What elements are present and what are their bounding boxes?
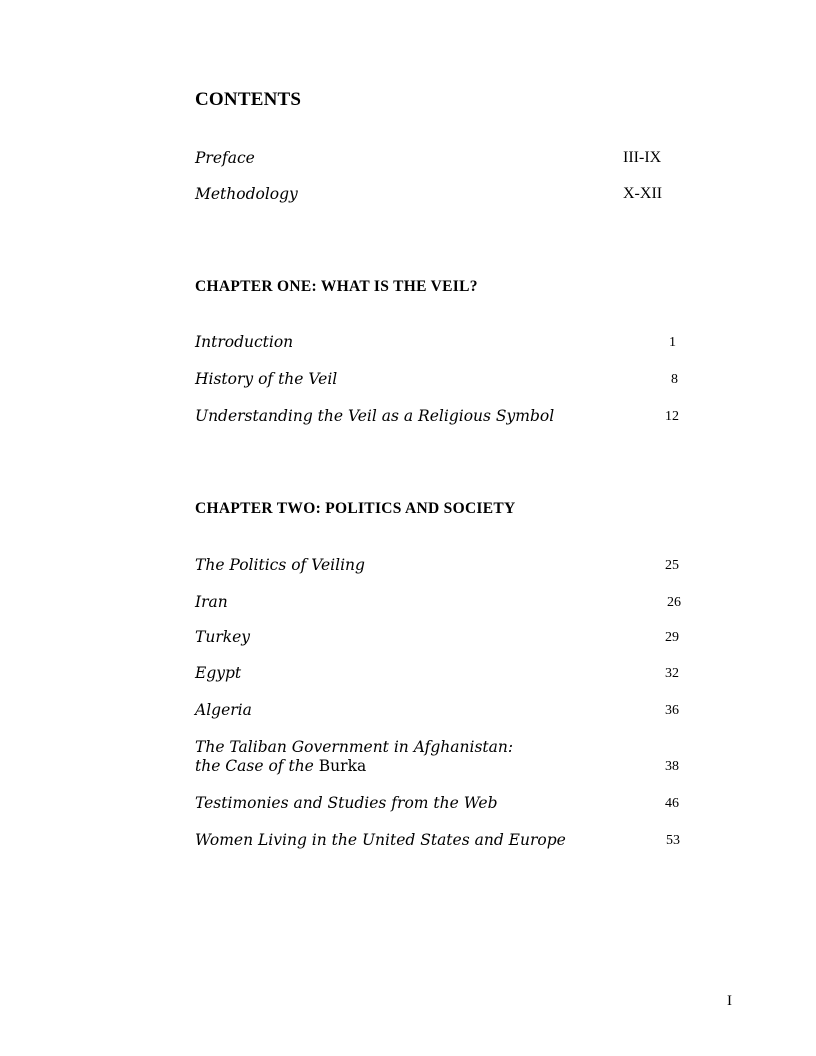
toc-entry-label: Understanding the Veil as a Religious Symbol xyxy=(195,407,555,425)
toc-entry-page: 53 xyxy=(666,833,680,848)
toc-entry-label: The Politics of Veiling xyxy=(195,556,365,574)
toc-entry-page: 46 xyxy=(665,796,679,811)
toc-entry-label: Iran xyxy=(195,593,228,611)
toc-entry-label: Women Living in the United States and Europe xyxy=(195,831,566,849)
toc-entry-page: 36 xyxy=(665,703,679,718)
toc-entry-page: 1 xyxy=(669,335,676,350)
toc-entry-page: 26 xyxy=(667,595,681,610)
toc-entry-page: 8 xyxy=(671,372,678,387)
toc-entry-label-line1: The Taliban Government in Afghanistan: xyxy=(195,738,514,756)
toc-entry-methodology-label: Methodology xyxy=(195,185,298,203)
toc-entry-page: 32 xyxy=(665,666,679,681)
toc-entry-label-roman: Burka xyxy=(318,757,367,775)
toc-entry-label: Introduction xyxy=(195,333,294,351)
toc-entry-label-line2 xyxy=(195,757,366,775)
toc-entry-label: History of the Veil xyxy=(195,370,338,388)
chapter-two-heading: CHAPTER TWO: POLITICS AND SOCIETY xyxy=(195,500,516,517)
page-number: I xyxy=(727,993,732,1009)
toc-entry-methodology-pages: X-XII xyxy=(623,185,663,202)
toc-entry-page: 25 xyxy=(665,558,679,573)
toc-entry-preface-pages: III-IX xyxy=(623,149,662,166)
chapter-one-heading: CHAPTER ONE: WHAT IS THE VEIL? xyxy=(195,278,478,295)
toc-entry-label: Turkey xyxy=(195,628,251,646)
toc-entry-label: Algeria xyxy=(195,701,252,719)
toc-entry-page: 29 xyxy=(665,630,679,645)
toc-entry-label-italic: the Case of the xyxy=(195,757,314,775)
page-title: CONTENTS xyxy=(195,89,302,110)
toc-entry-page: 38 xyxy=(665,759,679,774)
toc-entry-preface-label: Preface xyxy=(195,149,255,167)
toc-entry-page: 12 xyxy=(665,409,679,424)
toc-entry-label: Testimonies and Studies from the Web xyxy=(195,794,498,812)
toc-entry-label: Egypt xyxy=(195,664,242,682)
